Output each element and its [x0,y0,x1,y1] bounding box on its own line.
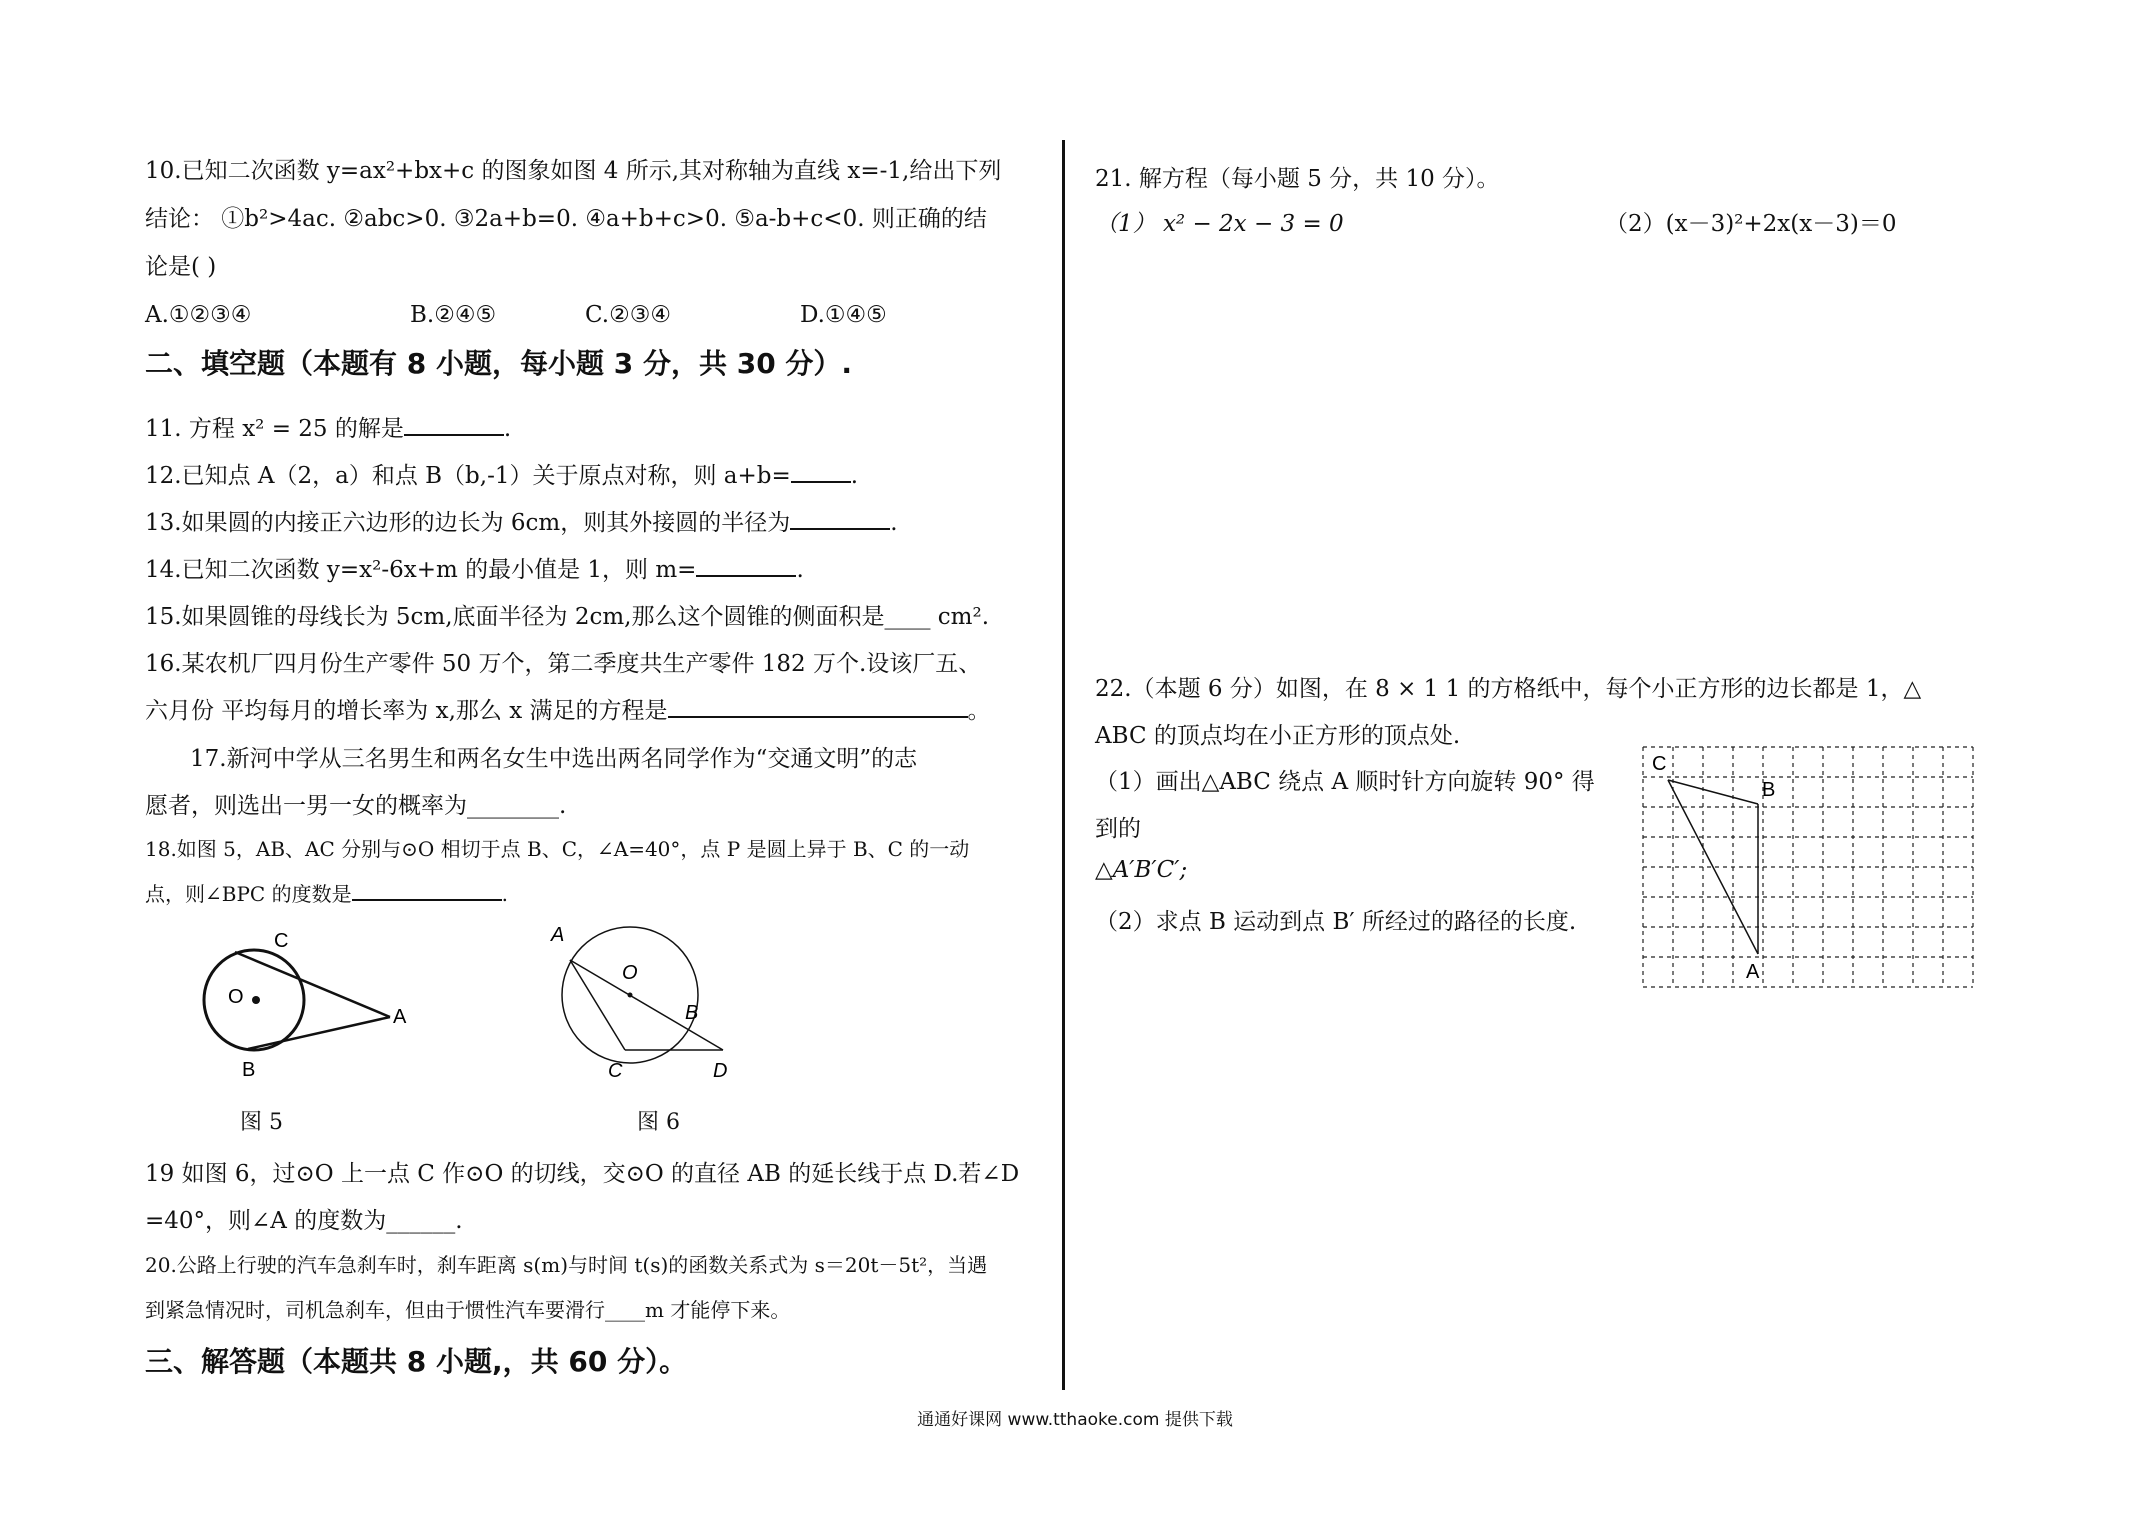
q22-part1-line1: （1）画出△ABC 绕点 A 顺时针方向旋转 90° 得 [1095,769,1595,795]
fig5-tangent-ac [235,952,390,1017]
q16-blank [668,696,968,718]
q21-part2: （2）(x－3)²+2x(x－3)＝0 [1605,211,1897,237]
figure-6-caption: 图 6 [637,1110,680,1135]
figure-5-caption: 图 5 [240,1110,283,1135]
q10-option-a: A.①②③④ [145,302,252,328]
q14-end: . [796,557,804,583]
q12-blank [791,461,851,483]
fig5-label-b: B [242,1059,256,1081]
section-3-heading: 三、解答题（本题共 8 小题,，共 60 分）。 [145,1345,688,1378]
footer: 通通好课网 www.tthaoke.com 提供下载 [917,1410,1233,1430]
q20-line2: 到紧急情况时，司机急刹车，但由于惯性汽车要滑行____m 才能停下来。 [145,1298,791,1322]
q22-part1-line2: 到的 [1095,816,1141,842]
q13-end: . [890,510,898,536]
q18-end: . [501,882,508,906]
q22-line2: ABC 的顶点均在小正方形的顶点处. [1095,723,1461,749]
fig5-center-dot [252,996,260,1004]
fig6-label-a: A [551,924,565,946]
q16-line2 [145,692,991,725]
grid-label-b: B [1762,779,1776,801]
q10-line3: 论是( ) [145,254,217,280]
q10-option-b: B.②④⑤ [410,302,497,328]
section-2-heading: 二、填空题（本题有 8 小题，每小题 3 分，共 30 分）. [145,347,853,380]
q19-line2: =40°，则∠A 的度数为______. [145,1208,463,1234]
column-divider [1062,140,1065,1390]
q16-line1: 16.某农机厂四月份生产零件 50 万个，第二季度共生产零件 182 万个.设该厂五、 [145,651,982,677]
q22-part1-line3: △A′B′C′; [1095,857,1188,883]
q10-option-c: C.②③④ [585,302,671,328]
q12-text: 12.已知点 A（2，a）和点 B（b,-1）关于原点对称，则 a+b= [145,463,791,489]
q18-text: 点，则∠BPC 的度数是 [145,882,352,906]
q18-line2 [145,878,508,907]
q12 [145,457,858,490]
q21-title: 21. 解方程（每小题 5 分，共 10 分）。 [1095,166,1500,192]
fig5-label-c: C [274,930,289,952]
q11-end: . [503,416,512,442]
fig6-line-ac [570,960,625,1050]
q10-line1: 10.已知二次函数 y=ax²+bx+c 的图象如图 4 所示,其对称轴为直线 x=-1,给出下列 [145,158,1002,184]
q21-part1: （1） x² − 2x − 3 = 0 [1095,211,1344,237]
q18-line1: 18.如图 5，AB、AC 分别与⊙O 相切于点 B、C，∠A=40°，点 P 是圆上异于 B、C 的一动 [145,837,970,861]
q22-line1: 22.（本题 6 分）如图，在 8 × 1 1 的方格纸中，每个小正方形的边长都是 1，△ [1095,676,1922,702]
q15: 15.如果圆锥的母线长为 5cm,底面半径为 2cm,那么这个圆锥的侧面积是____ cm². [145,604,990,630]
q11-blank [404,414,504,436]
q13-blank [790,508,890,530]
q13 [145,504,898,537]
figure-6 [545,915,745,1090]
fig5-label-a: A [393,1006,407,1028]
q18-blank [352,879,502,901]
q14-text: 14.已知二次函数 y=x²-6x+m 的最小值是 1，则 m= [145,557,697,583]
q10-option-d: D.①④⑤ [800,302,887,328]
q16-text: 六月份 平均每月的增长率为 x,那么 x 满足的方程是 [145,698,668,724]
q13-text: 13.如果圆的内接正六边形的边长为 6cm，则其外接圆的半径为 [145,510,791,536]
fig6-label-c: C [608,1060,623,1082]
q16-end: 。 [967,698,991,724]
figure-5 [190,915,430,1090]
q10-line2: 结论： ①b²>4ac. ②abc>0. ③2a+b=0. ④a+b+c>0. ⑤a-b+c<0. 则正确的结 [145,206,987,232]
q20-line1: 20.公路上行驶的汽车急刹车时，刹车距离 s(m)与时间 t(s)的函数关系式为 s＝20t－5t²，当遇 [145,1253,988,1277]
triangle-side-ca [1668,780,1758,954]
grid-figure [1638,742,1983,992]
q14 [145,551,804,584]
fig6-label-o: O [622,962,638,984]
fig5-label-o: O [228,986,244,1008]
fig6-line-ad [570,960,723,1050]
q19-line1: 19 如图 6，过⊙O 上一点 C 作⊙O 的切线，交⊙O 的直径 AB 的延长线于点 D.若∠D [145,1161,1020,1187]
grid-label-c: C [1652,753,1667,775]
fig6-label-b: B [685,1002,699,1024]
triangle-side-cb [1668,780,1758,804]
fig5-tangent-ab [248,1017,390,1049]
q22-part2: （2）求点 B 运动到点 B′ 所经过的路径的长度. [1095,909,1577,935]
grid-label-a: A [1746,961,1760,983]
q12-end: . [850,463,859,489]
fig6-center-dot [628,993,633,998]
q17-line2: 愿者，则选出一男一女的概率为________. [145,793,567,819]
grid-lines [1643,747,1973,987]
fig6-label-d: D [713,1060,728,1082]
q14-blank [696,555,796,577]
q11-text: 11. 方程 x² = 25 的解是 [145,416,404,442]
q17-line1: 17.新河中学从三名男生和两名女生中选出两名同学作为“交通文明”的志 [190,746,918,772]
q11 [145,410,511,443]
